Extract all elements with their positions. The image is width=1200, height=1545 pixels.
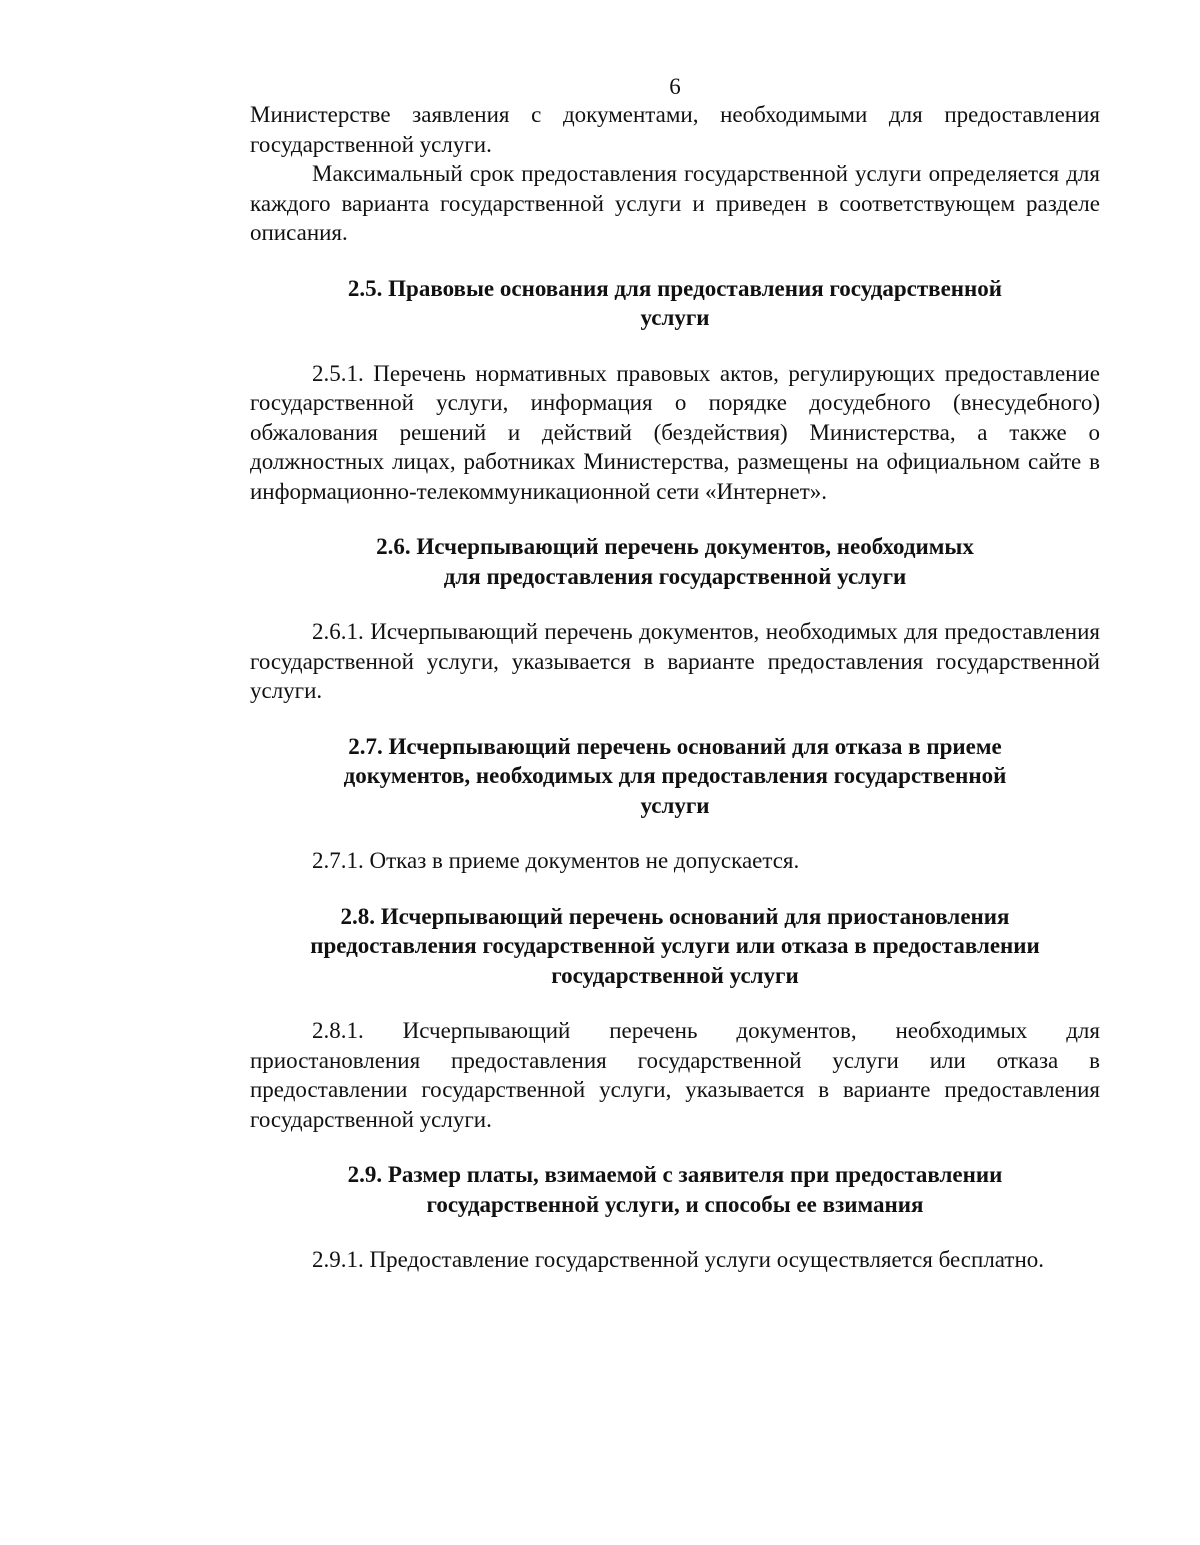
paragraph-2-6-1: 2.6.1. Исчерпывающий перечень документов, необходимых для предоставления государственной услуги, указывается в варианте предоставления государственной услуги.	[250, 619, 1100, 703]
heading-2-6-line2: для предоставления государственной услуги	[443, 563, 907, 589]
heading-2-6-line1: 2.6. Исчерпывающий перечень документов, необходимых	[376, 534, 974, 559]
paragraph-2-7-1: 2.7.1. Отказ в приеме документов не допускается.	[312, 848, 800, 873]
page-number: 6	[669, 74, 681, 99]
heading-2-7-line3: услуги	[640, 792, 710, 818]
paragraph-max-term: Максимальный срок предоставления государственной услуги определяется для каждого варианта государственной услуги и приведен в соответствующем разделе описания.	[250, 161, 1100, 245]
heading-2-8-line2: предоставления государственной услуги или отказа в предоставлении	[310, 933, 1040, 958]
heading-2-5-line1: 2.5. Правовые основания для предоставления государственной	[347, 275, 1003, 301]
paragraph-2-5-1: 2.5.1. Перечень нормативных правовых актов, регулирующих предоставление государственной услуги, информация о порядке досудебного (внесудебного) обжалования решений и действий (бездействия) Министерства, а также о должностных лицах, работниках Министерства, размещены на официальном сайте в информационно-телекоммуникационной сети «Интернет».	[250, 360, 1100, 504]
heading-2-9-line2: государственной услуги, и способы ее взимания	[426, 1191, 924, 1217]
heading-2-8-line3: государственной услуги	[551, 962, 799, 988]
heading-2-7	[250, 732, 1100, 821]
heading-2-6	[250, 532, 1100, 591]
paragraph-2-9-1: 2.9.1. Предоставление государственной услуги осуществляется бесплатно.	[312, 1247, 1045, 1272]
paragraph-continuation: Министерстве заявления с документами, необходимыми для предоставления государственной услуги.	[250, 102, 1100, 157]
heading-2-7-line2: документов, необходимых для предоставления государственной	[343, 763, 1007, 788]
heading-2-9	[250, 1160, 1100, 1219]
paragraph-2-8-1: 2.8.1. Исчерпывающий перечень документов, необходимых для приостановления предоставления государственной услуги или отказа в предоставлении государственной услуги, указывается в варианте предоставления государственной услуги.	[250, 1018, 1100, 1132]
heading-2-8-line1: 2.8. Исчерпывающий перечень оснований для приостановления	[340, 903, 1010, 929]
heading-2-5-line2: услуги	[640, 305, 710, 330]
heading-2-8	[250, 902, 1100, 991]
heading-2-9-line1: 2.9. Размер платы, взимаемой с заявителя при предоставлении	[347, 1162, 1003, 1187]
heading-2-5	[250, 274, 1100, 333]
document-body	[250, 100, 1100, 1275]
heading-2-7-line1: 2.7. Исчерпывающий перечень оснований для отказа в приеме	[348, 733, 1002, 759]
